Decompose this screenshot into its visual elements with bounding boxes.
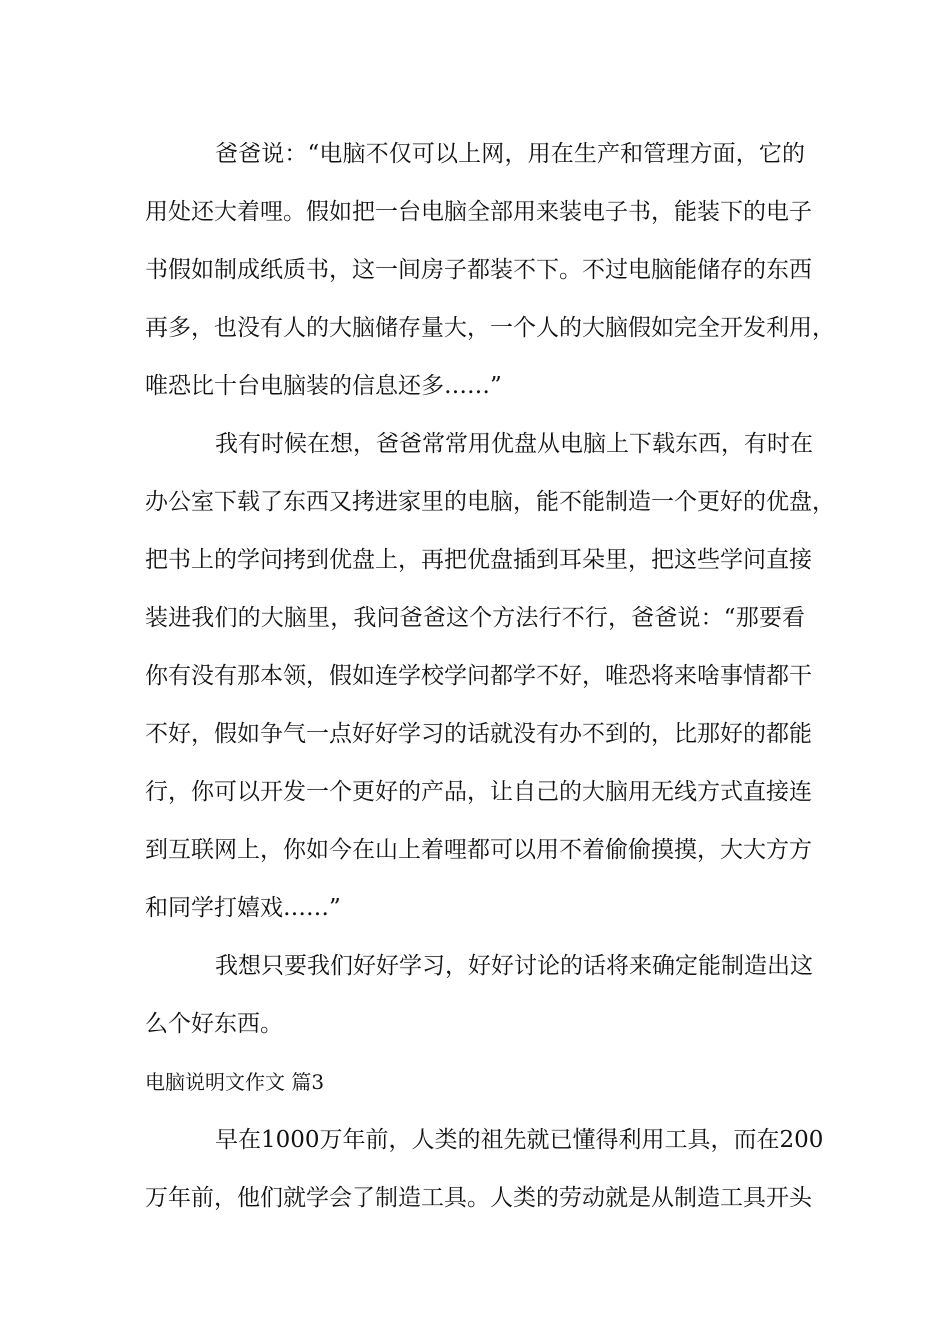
text-line: 我想只要我们好好学习，好好讨论的话将来确定能制造出这	[215, 953, 813, 979]
text-line: 和同学打嬉戏……”	[145, 895, 341, 921]
paragraph-3	[145, 946, 813, 1062]
paragraph-2	[145, 424, 835, 946]
document-body	[145, 134, 835, 1236]
text-line: 唯恐比十台电脑装的信息还多……”	[145, 373, 502, 399]
paragraph-4	[145, 1120, 824, 1236]
text-line: 爸爸说：“电脑不仅可以上网，用在生产和管理方面，它的	[215, 141, 805, 167]
text-line: 我有时候在想，爸爸常常用优盘从电脑上下载东西，有时在	[215, 431, 813, 457]
text-line: 把书上的学问拷到优盘上，再把优盘插到耳朵里，把这些学问直接	[145, 547, 812, 573]
text-line: 再多，也没有人的大脑储存量大，一个人的大脑假如完全开发利用，	[145, 315, 835, 341]
section-heading: 电脑说明文作文 篇3	[145, 1070, 325, 1094]
text-line: 你有没有那本领，假如连学校学问都学不好，唯恐将来啥事情都干	[145, 663, 812, 689]
text-line: 办公室下载了东西又拷进家里的电脑，能不能制造一个更好的优盘，	[145, 489, 835, 515]
text-line: 行，你可以开发一个更好的产品，让自己的大脑用无线方式直接连	[145, 779, 812, 805]
text-line: 么个好东西。	[145, 1011, 283, 1037]
text-line: 用处还大着哩。假如把一台电脑全部用来装电子书，能装下的电子	[145, 199, 812, 225]
text-line: 书假如制成纸质书，这一间房子都装不下。不过电脑能储存的东西	[145, 257, 812, 283]
text-line: 万年前，他们就学会了制造工具。人类的劳动就是从制造工具开头	[145, 1185, 812, 1211]
text-line: 到互联网上，你如今在山上着哩都可以用不着偷偷摸摸，大大方方	[145, 837, 812, 863]
text-line: 不好，假如争气一点好好学习的话就没有办不到的，比那好的都能	[145, 721, 812, 747]
paragraph-1	[145, 134, 835, 424]
text-line: 装进我们的大脑里，我问爸爸这个方法行不行，爸爸说：“那要看	[145, 605, 805, 631]
text-line: 早在1000万年前，人类的祖先就已懂得利用工具，而在200	[215, 1127, 824, 1153]
